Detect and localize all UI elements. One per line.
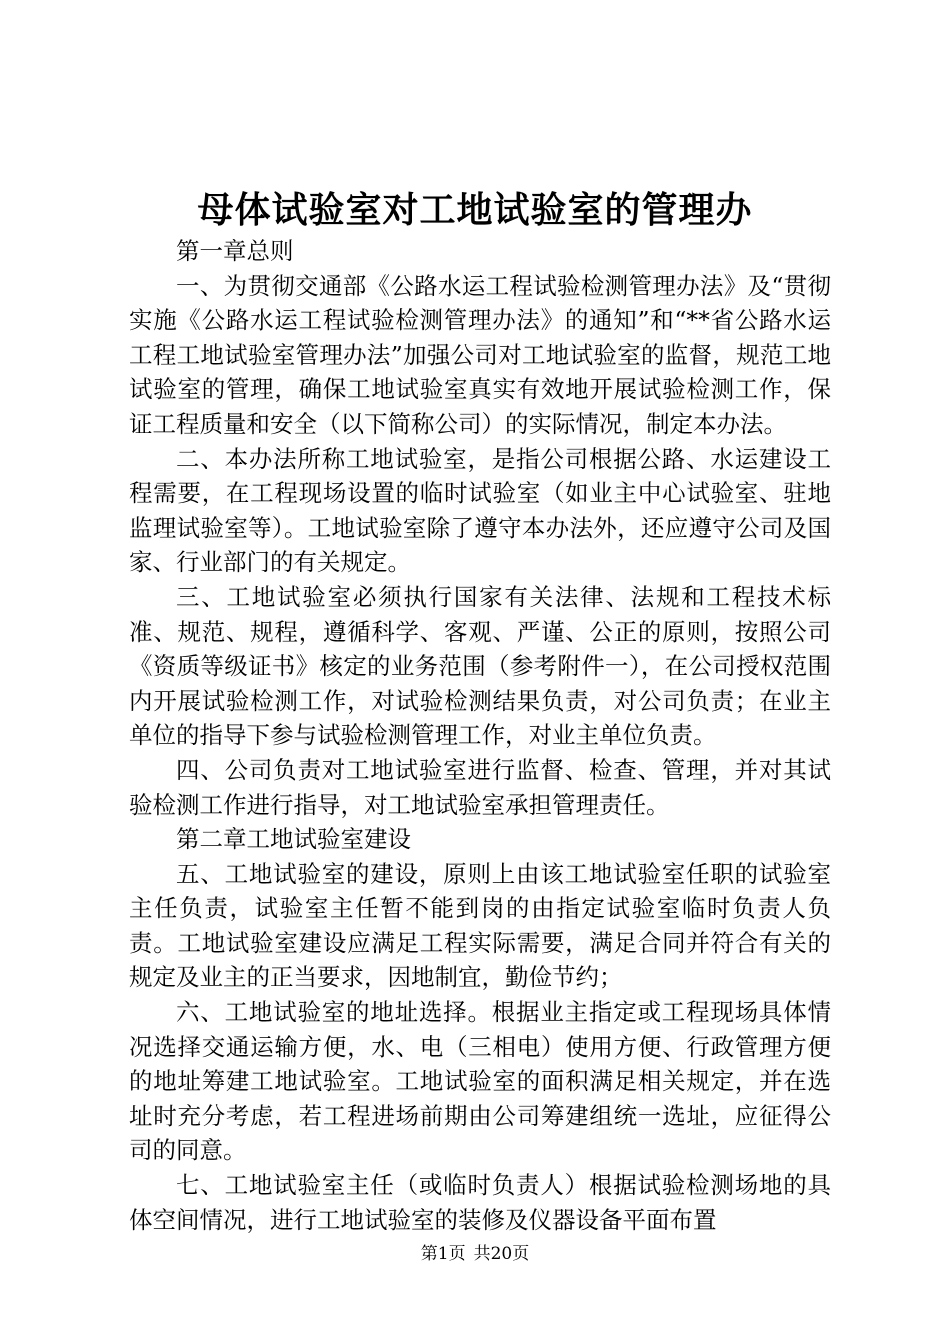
paragraph-article-1: 一、为贯彻交通部《公路水运工程试验检测管理办法》及“贯彻实施《公路水运工程试验检测管理办法》的通知”和“**省公路水运工程工地试验室管理办法”加强公司对工地试验室的监督，规范工地试验室的管理，确保工地试验室真实有效地开展试验检测工作，保证工程质量和安全（以下简称公司）的实际情况，制定本办法。 xyxy=(129,271,831,438)
page-number: 第1页 xyxy=(420,1244,466,1264)
paragraph-article-5: 五、工地试验室的建设，原则上由该工地试验室任职的试验室主任负责，试验室主任暂不能到岗的由指定试验室临时负责人负责。工地试验室建设应满足工程实际需要，满足合同并符合有关的规定及业主的正当要求，因地制宜，勤俭节约； xyxy=(129,859,831,992)
document-title: 母体试验室对工地试验室的管理办 xyxy=(197,189,753,231)
page-total: 共20页 xyxy=(473,1244,530,1264)
paragraph-article-6: 六、工地试验室的地址选择。根据业主指定或工程现场具体情况选择交通运输方便，水、电（三相电）使用方便、行政管理方便的地址筹建工地试验室。工地试验室的面积满足相关规定，并在选址时充分考虑，若工程进场前期由公司筹建组统一选址，应征得公司的同意。 xyxy=(129,998,831,1165)
paragraph-article-7: 七、工地试验室主任（或临时负责人）根据试验检测场地的具体空间情况，进行工地试验室的装修及仪器设备平面布置 xyxy=(129,1171,831,1234)
page-footer xyxy=(0,1242,950,1266)
paragraph-article-3: 三、工地试验室必须执行国家有关法律、法规和工程技术标准、规范、规程，遵循科学、客观、严谨、公正的原则，按照公司《资质等级证书》核定的业务范围（参考附件一），在公司授权范围内开展试验检测工作，对试验检测结果负责，对公司负责；在业主单位的指导下参与试验检测管理工作，对业主单位负责。 xyxy=(129,582,831,750)
document-body xyxy=(129,234,831,1237)
paragraph-article-2: 二、本办法所称工地试验室，是指公司根据公路、水运建设工程需要，在工程现场设置的临时试验室（如业主中心试验室、驻地监理试验室等）。工地试验室除了遵守本办法外，还应遵守公司及国家、行业部门的有关规定。 xyxy=(129,444,831,577)
chapter-heading-1: 第一章总则 xyxy=(176,237,294,265)
chapter-heading-2: 第二章工地试验室建设 xyxy=(176,825,411,854)
paragraph-article-4: 四、公司负责对工地试验室进行监督、检查、管理，并对其试验检测工作进行指导，对工地试验室承担管理责任。 xyxy=(129,755,831,819)
